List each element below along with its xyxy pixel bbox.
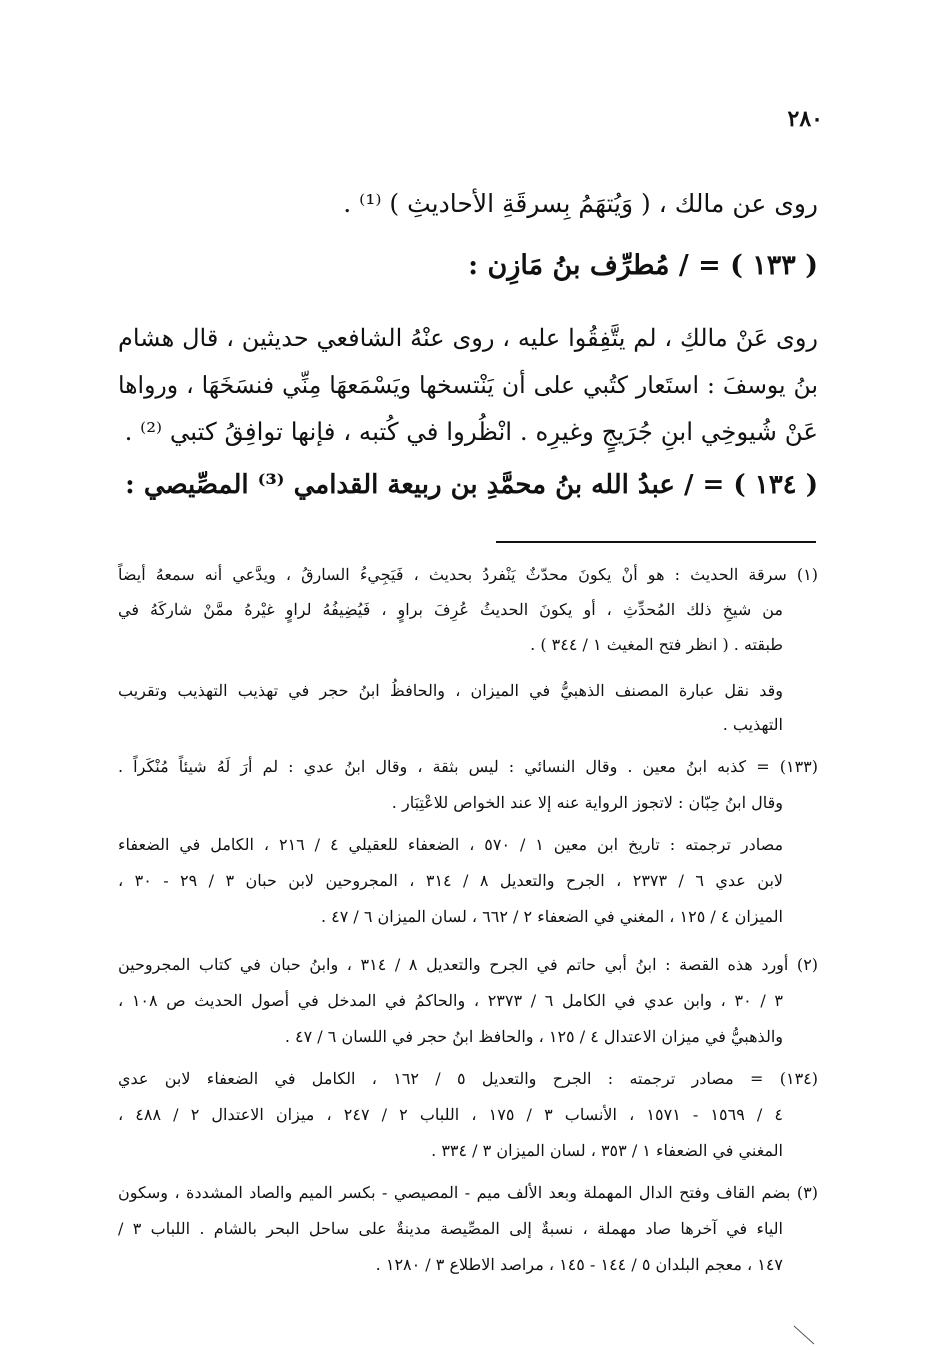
entry-133-line: روى عَنْ مالكِ ، لم يتَّفِقُوا عليه ، روى عنْهُ الشافعي حديثين ، قال هشام bbox=[118, 324, 818, 352]
footnote-line: المغني في الضعفاء ١ / ٣٥٣ ، لسان الميزان ٣ / ٣٣٤ . bbox=[431, 1141, 783, 1160]
footnote-line: طبقته . ( انظر فتح المغيث ١ / ٣٤٤ ) . bbox=[530, 635, 783, 654]
footnote-line: (١٣٤) = مصادر ترجمته : الجرح والتعديل ٥ / ١٦٢ ، الكامل في الضعفاء لابن عدي bbox=[118, 1069, 819, 1088]
footnote-line: لابن عدي ٦ / ٢٣٧٣ ، الجرح والتعديل ٨ / ٣١٤ ، المجروحين لابن حبان ٣ / ٢٩ - ٣٠ ، bbox=[118, 871, 784, 890]
footnote-line: مصادر ترجمته : تاريخ ابن معين ١ / ٥٧٠ ، الضعفاء للعقيلي ٤ / ٢١٦ ، الكامل في الضعفاء bbox=[118, 835, 784, 854]
entry-134-heading: ( ١٣٤ ) = / عبدُ الله بنُ محمَّدِ بن ربيعة القدامي ⁽³⁾ المصِّيصي : bbox=[125, 470, 818, 500]
footnote-line: الياء في آخرها صاد مهملة ، نسبةٌ إلى المصِّيصة مدينةٌ على ساحل البحر بالشام . اللباب ٣ / bbox=[118, 1219, 784, 1238]
intro-line: روى عن مالك ، ( وَيُتهَمُ بِسرقَةِ الأحاديثِ ) ⁽¹⁾ . bbox=[343, 189, 818, 218]
footnote-line: ٣ / ٣٠ ، وابن عدي في الكامل ٦ / ٢٣٧٣ ، والحاكمُ في المدخل في أصول الحديث ص ١٠٨ ، bbox=[118, 991, 783, 1010]
footnote-line: وقال ابنُ حِبّان : لاتجوز الرواية عنه إلا عند الخواص للاعْتِبَار . bbox=[391, 793, 783, 812]
footnote-line: من شيخِ ذلك المُحدِّثِ ، أو يكونَ الحديثُ عُرِفَ براوٍ ، فَيُضِيفُهُ لراوٍ غيْرهُ ممَّنْ شاركَهُ في bbox=[118, 600, 783, 619]
footnote-line: والذهبيُّ في ميزان الاعتدال ٤ / ١٢٥ ، والحافظ ابنُ حجر في اللسان ٦ / ٤٧ . bbox=[284, 1027, 783, 1046]
footnote-divider bbox=[496, 541, 816, 543]
footnote-line: وقد نقل عبارة المصنف الذهبيُّ في الميزان ، والحافظُ ابنُ حجر في تهذيب التهذيب وتقريب bbox=[118, 681, 783, 700]
entry-133-heading: ( ١٣٣ ) = / مُطرِّف بنُ مَازِن : bbox=[468, 250, 818, 281]
footnote-line: (١) سرقة الحديث : هو أنْ يكونَ محدّثٌ يَنْفردُ بحديث ، فَيَجِيءُ السارقُ ، ويدَّعي أنه سمعهُ أيضاً bbox=[118, 565, 818, 584]
page-number: ٢٨٠ bbox=[787, 106, 823, 132]
footnote-line: ١٤٧ ، معجم البلدان ٥ / ١٤٤ - ١٤٥ ، مراصد الاطلاع ٣ / ١٢٨٠ . bbox=[375, 1255, 783, 1274]
footnote-line: ٤ / ١٥٦٩ - ١٥٧١ ، الأنساب ٣ / ١٧٥ ، اللباب ٢ / ٢٤٧ ، ميزان الاعتدال ٢ / ٤٨٨ ، bbox=[118, 1105, 784, 1124]
footnote-line: (١٣٣) = كذبه ابنُ معين . وقال النسائي : ليس بثقة ، وقال ابنُ عدي : لم أرَ لَهُ شيئاً مُنْكَراً . bbox=[118, 757, 818, 776]
scan-mark-icon bbox=[792, 1322, 818, 1348]
entry-133-line: بنُ يوسفَ : استَعار كتُبي على أن يَنْتسخها ويَسْمَعهَا مِنِّي فنسَخَهَا ، ورواها bbox=[118, 371, 818, 399]
footnote-line: الميزان ٤ / ١٢٥ ، المغني في الضعفاء ٢ / ٦٦٢ ، لسان الميزان ٦ / ٤٧ . bbox=[320, 907, 783, 926]
footnote-line: (٢) أورد هذه القصة : ابنُ أبي حاتم في الجرح والتعديل ٨ / ٣١٤ ، وابنُ حبان في كتاب المجروحين bbox=[118, 955, 819, 974]
entry-133-line: عَنْ شُيوخِي ابنِ جُرَيجٍ وغيرِه . انْظُروا في كُتبه ، فإنها توافِقُ كتبي ⁽²⁾ . bbox=[124, 417, 818, 446]
footnote-line: التهذيب . bbox=[722, 715, 783, 734]
footnote-line: (٣) بضم القاف وفتح الدال المهملة وبعد الألف ميم - المصيصي - بكسر الميم والصاد المشددة ، وسكون bbox=[118, 1183, 818, 1202]
